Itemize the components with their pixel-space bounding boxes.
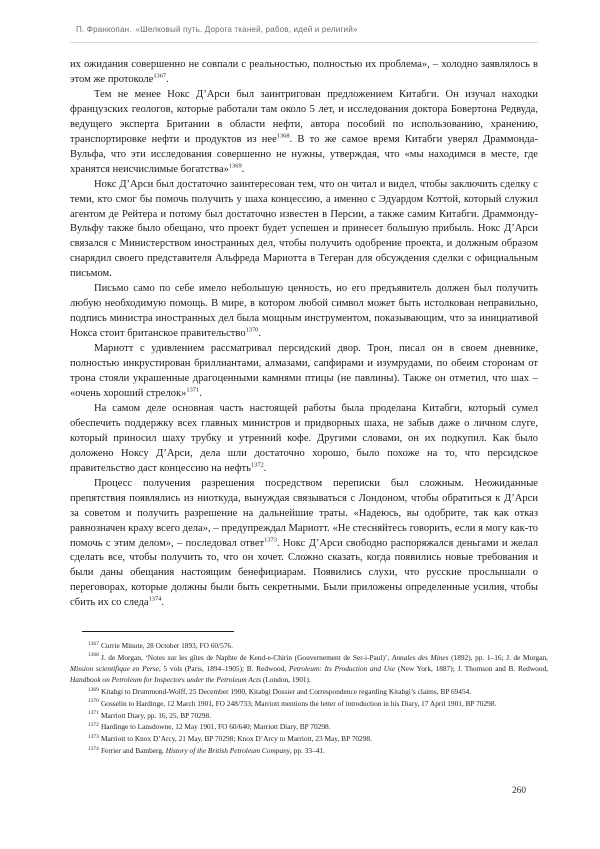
body-text-column [70,58,538,611]
footnote-entry: $^{1373}$ Marriott to Knox D’Arcy, 21 May, BP 70298; Knox D’Arcy to Marriott, 23 May, BP 70298. [88,733,372,744]
footnote-number: 1371 [88,710,99,717]
footnote-entry: $^{1372}$ Hardinge to Lansdowne, 12 May 1901, FO 60/640; Marriott Diary, BP 70298. [88,721,331,732]
footnote-number: 1370 [88,698,99,705]
footnote-separator-rule [82,631,234,632]
footnote-number: 1372 [88,721,99,728]
body-paragraph: Тем не менее Нокс Д’Арси был заинтригован предложением Китабги. Он изучал находки французских геологов, которые работали там около 5 лет, и исследования доктора Бовертона Редвуда, ведущего эксперта Британии в области нефти, автора пособий по использованию, хранению, транспортировке нефти и продуктов из нее$^{1368}$. В то же самое время Китабги уверял Драммонда-Вульфа, что эти исследования совершенно не нужны, утверждая, что «мы находимся в месте, где хранятся неисчислимые богатства»$^{1369}$. [70,88,538,175]
footnote-reference[interactable]: 1367 [153,72,167,80]
footnote-reference[interactable]: 1373 [264,535,277,543]
body-paragraph: Мариотт с удивлением рассматривал персидский двор. Трон, писал он в своем дневнике, полностью инкрустирован бриллиантами, алмазами, сапфирами и изумрудами, по обеим сторонам от трона стояли украшенные драгоценными камнями птицы (не павлины). Также он отметил, что шах – «очень хороший стрелок»$^{1371}$. [70,343,538,399]
running-head-author: П. Франкопан. [76,25,132,34]
running-head-rule [70,42,538,43]
footnotes-block [70,640,548,757]
body-paragraph: Письмо само по себе имело небольшую ценность, но его предъявитель должен был получить любую необходимую помощь. В мире, в котором любой символ может быть истолкован неправильно, подпись министра иностранных дел была мощным инструментом, показывающим, что за инициативой Нокса стоит британское правительство$^{1370}$. [70,283,538,340]
footnote-reference[interactable]: 1370 [245,326,259,334]
footnote-title-italic: History of the British Petroleum Company [165,745,291,755]
footnote-reference[interactable]: 1368 [276,132,290,140]
footnote-reference[interactable]: 1369 [228,162,242,170]
running-head [76,25,536,34]
footnote-number: 1368 [88,652,99,659]
footnote-entry: $^{1367}$ Currie Minute, 28 October 1893, FO 60/576. [88,640,233,650]
running-head-title: «Шелковый путь. Дорога тканей, рабов, идей и религий» [135,25,358,34]
footnote-number: 1373 [88,733,99,740]
footnote-number: 1369 [88,686,99,693]
body-paragraph: их ожидания совершенно не совпали с реальностью, полностью их проблема», – холодно заявлялось в этом же протоколе$^{1367}$. [70,59,538,85]
footnote-entry: $^{1371}$ Marriott Diary, pp. 16, 25, BP 70298. [88,710,211,720]
body-paragraph: Процесс получения разрешения посредством переписки был сложным. Неожиданные препятствия появлялись из ниоткуда, вынуждая связываться с Лондоном, чтобы обратиться к Д’Арси за советом и получить разрешение на дальнейшие траты. «Надеюсь, вы одобрите, так как отказ равнозначен краху всего дела», – предупреждал Мариотт. «Не стесняйтесь говорить, если я могу как-то помочь с этим делом», – последовал ответ$^{1373}$. Нокс Д’Арси свободно распоряжался деньгами и желал сделать все, чтобы получить то, что он хочет. Сложно сказать, когда появились новые требования и были даны обещания настоящим бенефициарам. Появились слухи, что русские прослышали о переговорах, которые должны были быть секретными. Были приложены определенные усилия, чтобы сбить их со следа$^{1374}$. [70,477,538,609]
footnote-entry: $^{1374}$ Ferrier and Bamberg, History of the British Petroleum Company, pp. 33–41. [88,745,325,755]
footnote-reference[interactable]: 1374 [148,595,162,603]
footnote-reference[interactable]: 1371 [186,386,200,394]
footnote-title-italic: Mission scientifique en Perse [70,664,159,673]
footnote-number: 1374 [88,745,99,752]
footnote-title-italic: Handbook on Petroleum for Inspectors under the Petroleum Acts [70,675,262,685]
page-number: 260 [511,786,526,796]
body-paragraph: На самом деле основная часть настоящей работы была проделана Китабги, который сумел обеспечить поддержку всех главных министров и придворных шаха, не забыв даже о личном слуге, который приносил шаху трубку и утренний кофе. Другими словами, он их подкупил. Как было доложено Ноксу Д’Арси, дела шли достаточно хорошо, было похоже на то, что персидское правительство даст концессию на нефть$^{1372}$. [70,402,538,474]
footnote-reference[interactable]: 1372 [250,461,264,469]
footnote-number: 1367 [88,640,99,647]
footnote-title-italic: Annales des Mines [391,652,449,662]
body-paragraph: Нокс Д’Арси был достаточно заинтересован тем, что он читал и видел, чтобы заключить сделку с теми, кто смог бы помочь получить у шаха концессию, а именно с Эдуардом Коттой, который служил агентом де Рейтера и потому был достаточно известен в Персии, а также самим Китабги. Драммонду-Вульфу также было обещано, что проект будет успешен и принесет большую прибыль. Нокс Д’Арси связался с Министерством иностранных дел, чтобы получить одобрение проекта, и должным образом снарядил своего представителя Альфреда Мариотта в Тегеран для обсуждения сделки с официальным письмом. [70,178,538,280]
footnote-entry: $^{1370}$ Gosselin to Hardinge, 12 March 1901, FO 248/733; Marriott mentions the letter of introduction in his Diary, 17 April 1901, BP 70298. [88,698,497,708]
footnote-entry: $^{1369}$ Kitabgi to Drummond-Wolff, 25 December 1900, Kitabgi Dossier and Correspondence regarding Kitabgi’s claims, BP 69454. [88,686,472,696]
footnote-title-italic: Petroleum: Its Production and Use [288,664,396,673]
footnote-entry: $^{1368}$ J. de Morgan, ‘Notes sur les gîtes de Naphte de Kend-e-Chirin (Gouvernement de Ser-i-Paul)’, Annales des Mines (1892), pp. 1–16; J. de Morgan, Mission scientifique en Perse, 5 vols (Paris, 1894–1905); B. Redwood, Petroleum: Its Production and Use (New York, 1887); J. Thomson and B. Redwood, Handbook on Petroleum for Inspectors under the Petroleum Acts (London, 1901). [70,652,548,685]
